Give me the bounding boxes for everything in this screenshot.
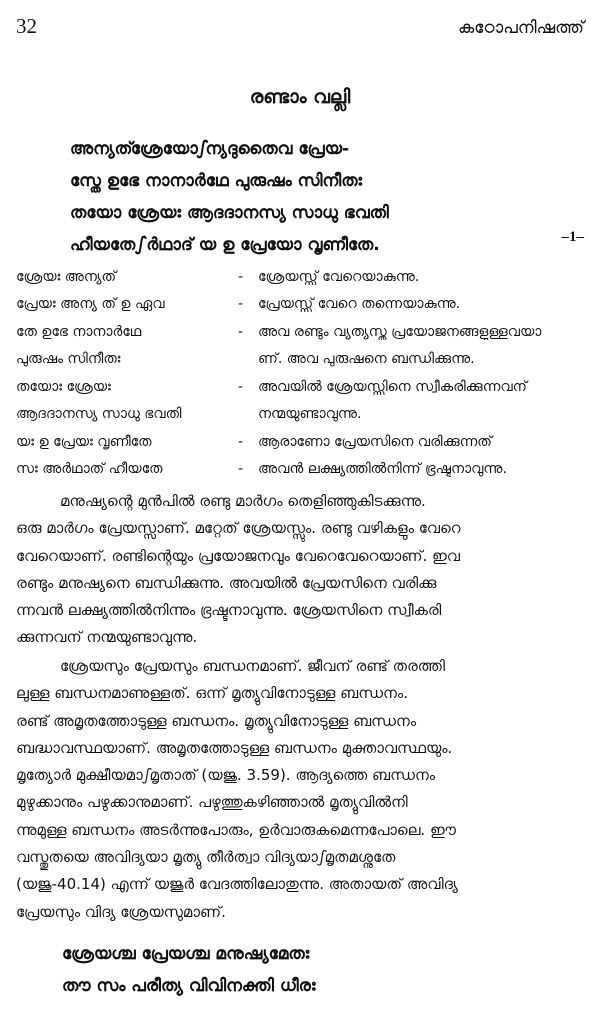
gloss-row — [16, 263, 591, 291]
paragraph-line: ന്നവൻ ലക്ഷ്യത്തിൽനിന്നും ഭ്രഷ്ടനാവുന്നു. ശ്രേയസിനെ സ്വീകരി — [16, 601, 442, 620]
running-title: കഠോപനിഷത്ത് — [457, 18, 584, 38]
verse-number: –1– — [561, 229, 584, 245]
gloss-dash: - — [238, 433, 244, 450]
sanskrit-verse — [70, 133, 590, 261]
verse-line: ഹീയതേഽർഥാദ് യ ഉ പ്രേയോ വൃണീതേ. — [70, 235, 380, 255]
paragraph-line: പ്രേയസും വിദ്യ ശ്രേയസുമാണ്. — [16, 902, 226, 921]
paragraph-line: മുഴുക്കാനും പഴുക്കാനുമാണ്. പഴുത്തുകഴിഞ്ഞാൽ മൃത്യുവിൽനി — [16, 793, 408, 812]
paragraph-line: മൃത്യോർ മുക്ഷീയമാഽമൃതാത് (യജു. 3.59). ആദ്യത്തെ ബന്ധനം — [16, 766, 436, 785]
paragraph-line: വേറെയാണ്. രണ്ടിന്റെയും പ്രയോജനവും വേറെവേറെയാണ്. ഇവ — [16, 546, 460, 565]
chapter-title: രണ്ടാം വല്ലി — [249, 86, 351, 108]
paragraph-line: ഒരു മാർഗം പ്രേയസ്സാണ്. മറ്റേത് ശ്രേയസ്സും. രണ്ടു വഴികളും വേറെ — [16, 519, 461, 538]
verse-line: തയോ ശ്രേയഃ ആദദാനസ്യ സാധു ഭവതി — [70, 203, 389, 223]
gloss-row — [16, 373, 591, 401]
paragraph-line: (യജു-40.14) എന്ന് യജുർ വേദത്തിലോതുന്നു. അതായത് അവിദ്യ — [16, 875, 458, 894]
paragraph-line: ശ്രേയസും പ്രേയസും ബന്ധനമാണ്. ജീവന് രണ്ട് തരത്തി — [60, 657, 446, 675]
next-sanskrit-verse — [62, 938, 592, 1002]
verse-line: സ്തേ ഉഭേ നാനാർഥേ പുരുഷം സിനീതഃ — [70, 171, 363, 191]
gloss-meaning: അവൻ ലക്ഷ്യത്തിൽനിന്ന് ഭ്രഷ്ടനാവുന്നു. — [258, 461, 507, 478]
gloss-term: ശ്രേയഃ അന്യത് — [16, 268, 117, 285]
gloss-term: ആദദാനസ്യ സാധു ഭവതി — [16, 406, 182, 423]
verse-line: ശ്രേയശ്ച പ്രേയശ്ച മനുഷ്യമേതഃ — [62, 944, 310, 964]
gloss-term: പുരുഷം സിനീതഃ — [16, 351, 121, 368]
paragraph-line: വസ്തുതയെ അവിദ്യയാ മൃത്യു തീർത്വാ വിദ്യയാഽമൃതമശ്നുതേ — [16, 848, 396, 867]
gloss-term: സഃ അർഥാത് ഹീയതേ — [16, 461, 163, 478]
paragraph-line: ബദ്ധാവസ്ഥയാണ്. അമൃതത്തോടുള്ള ബന്ധനം മുക്താവസ്ഥയും. — [16, 738, 453, 757]
gloss-row — [16, 401, 591, 429]
gloss-meaning: ശ്രേയസ്സ് വേറെയാകുന്നു. — [258, 268, 420, 285]
gloss-meaning: പ്രേയസ്സ് വേറെ തന്നെയാകുന്നു. — [258, 296, 461, 313]
gloss-row — [16, 456, 591, 484]
gloss-row — [16, 291, 591, 319]
commentary-paragraph-2 — [16, 653, 591, 926]
gloss-term: തേ ഉഭേ നാനാർഥേ — [16, 323, 142, 340]
paragraph-line: ലുള്ള ബന്ധനമാണുള്ളത്. ഒന്ന് മൃത്യുവിനോടുള്ള ബന്ധനം. — [16, 684, 408, 703]
paragraph-line: ന്നുമുള്ള ബന്ധനം അടർന്നുപോരും, ഉർവാരുകമെന്നപോലെ. ഈ — [16, 820, 456, 839]
gloss-row — [16, 428, 591, 456]
verse-line: അന്യത്ശ്രേയോഽന്യദുതൈവ പ്രേയ- — [70, 139, 350, 159]
paragraph-line: രണ്ട് അമൃതത്തോടുള്ള ബന്ധനം. മൃത്യുവിനോടുള്ള ബന്ധനം — [16, 711, 417, 730]
gloss-meaning: ആരാണോ പ്രേയസിനെ വരിക്കുന്നത് — [258, 433, 492, 450]
gloss-dash: - — [238, 268, 244, 285]
gloss-term: തയോഃ ശ്രേയഃ — [16, 378, 111, 395]
gloss-meaning: ണ്. അവ പുരുഷനെ ബന്ധിക്കുന്നു. — [258, 351, 475, 368]
commentary-paragraph-1 — [16, 488, 591, 652]
gloss-meaning: നന്മയുണ്ടാവുന്നു. — [258, 406, 362, 423]
gloss-dash: - — [238, 461, 244, 478]
gloss-dash: - — [238, 378, 244, 395]
verse-line: തൗ സം പരീത്യ വിവിനക്തി ധീരഃ — [62, 976, 316, 996]
gloss-term: പ്രേയഃ അന്യ ത് ഉ ഏവ — [16, 296, 165, 313]
gloss-meaning: അവ രണ്ടും വ്യത്യസ്ത പ്രയോജനങ്ങളുള്ളവയാ — [258, 323, 542, 340]
gloss-row — [16, 318, 591, 346]
paragraph-line: ക്കുന്നവന് നന്മയുണ്ടാവുന്നു. — [16, 628, 198, 647]
gloss-row — [16, 346, 591, 374]
page-number: 32 — [16, 14, 37, 38]
gloss-meaning: അവയിൽ ശ്രേയസ്സിനെ സ്വീകരിക്കുന്നവന് — [258, 378, 527, 395]
paragraph-line: രണ്ടും മനുഷ്യനെ ബന്ധിക്കുന്നു. അവയിൽ പ്രേയസിനെ വരിക്കു — [16, 573, 437, 592]
gloss-term: യഃ ഉ പ്രേയഃ വൃണീതേ — [16, 433, 152, 450]
gloss-dash: - — [238, 296, 244, 313]
paragraph-line: മനുഷ്യന്റെ മുൻപിൽ രണ്ടു മാർഗം തെളിഞ്ഞുകിടക്കുന്നു. — [60, 492, 426, 510]
gloss-dash: - — [238, 323, 244, 340]
word-meaning-table — [16, 263, 591, 483]
